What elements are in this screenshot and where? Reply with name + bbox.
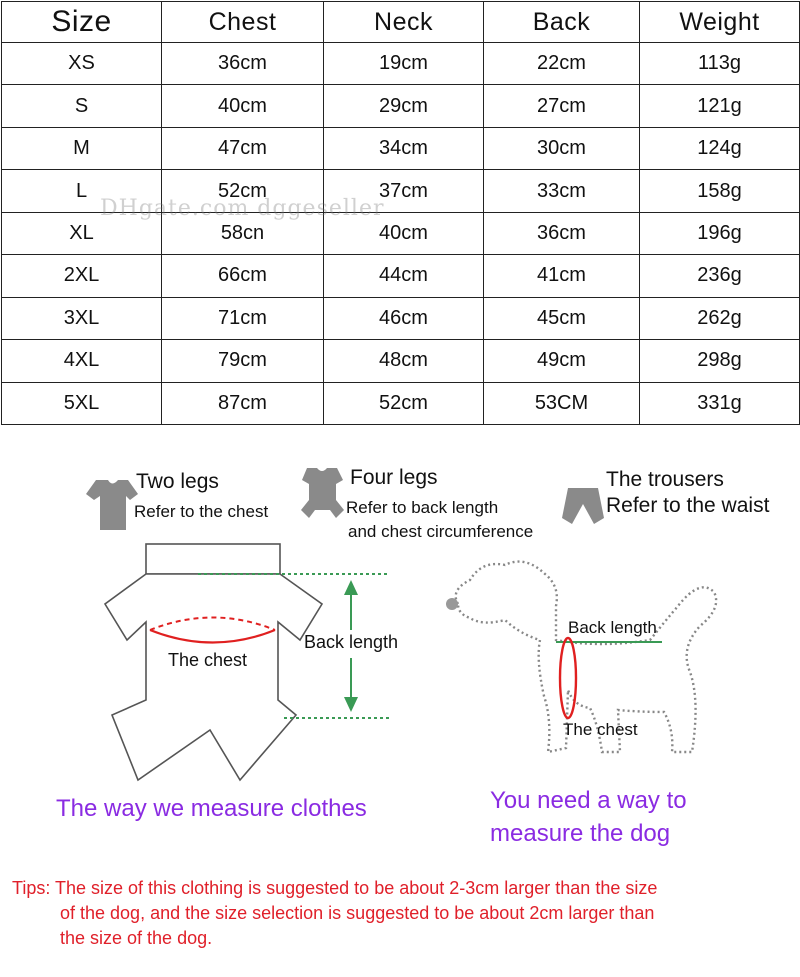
cell-size: 4XL xyxy=(2,340,162,382)
garment-caption: The way we measure clothes xyxy=(56,795,367,822)
cell-chest: 71cm xyxy=(162,297,324,339)
trousers-title: The trousers xyxy=(606,468,724,491)
garment-back-length-label: Back length xyxy=(304,632,399,652)
table-row xyxy=(2,255,800,297)
cell-neck: 37cm xyxy=(324,170,484,212)
cell-weight: 196g xyxy=(640,212,800,254)
cell-neck: 44cm xyxy=(324,255,484,297)
cell-neck: 34cm xyxy=(324,127,484,169)
cell-neck: 29cm xyxy=(324,85,484,127)
cell-neck: 52cm xyxy=(324,382,484,425)
cell-weight: 113g xyxy=(640,43,800,85)
tips-line-3: the size of the dog. xyxy=(60,928,213,948)
cell-chest: 36cm xyxy=(162,43,324,85)
two-legs-shirt-icon xyxy=(86,480,138,530)
cell-size: 2XL xyxy=(2,255,162,297)
cell-size: 3XL xyxy=(2,297,162,339)
cell-back: 49cm xyxy=(484,340,640,382)
dog-nose-icon xyxy=(446,598,458,610)
garment-chest-label: The chest xyxy=(168,650,248,670)
dog-caption-line-2: measure the dog xyxy=(490,820,671,847)
trousers-note: Refer to the waist xyxy=(606,494,770,517)
tips-line-1: Tips: The size of this clothing is suggested to be about 2-3cm larger than the size xyxy=(12,878,658,898)
header-weight: Weight xyxy=(640,2,800,43)
cell-weight: 298g xyxy=(640,340,800,382)
cell-neck: 48cm xyxy=(324,340,484,382)
trousers-icon xyxy=(562,488,604,524)
cell-back: 33cm xyxy=(484,170,640,212)
cell-size: XL xyxy=(2,212,162,254)
cell-chest: 40cm xyxy=(162,85,324,127)
cell-neck: 19cm xyxy=(324,43,484,85)
cell-weight: 331g xyxy=(640,382,800,425)
four-legs-note-2: and chest circumference xyxy=(348,522,534,541)
dog-chest-marker xyxy=(560,638,576,718)
cell-back: 22cm xyxy=(484,43,640,85)
cell-back: 41cm xyxy=(484,255,640,297)
two-legs-title: Two legs xyxy=(136,470,219,493)
cell-size: S xyxy=(2,85,162,127)
table-body xyxy=(2,43,800,425)
dog-caption-line-1: You need a way to xyxy=(490,787,687,814)
header-back: Back xyxy=(484,2,640,43)
table-row xyxy=(2,297,800,339)
cell-chest: 47cm xyxy=(162,127,324,169)
header-chest: Chest xyxy=(162,2,324,43)
cell-weight: 121g xyxy=(640,85,800,127)
cell-weight: 262g xyxy=(640,297,800,339)
table-header-row xyxy=(2,2,800,43)
cell-size: XS xyxy=(2,43,162,85)
cell-weight: 158g xyxy=(640,170,800,212)
cell-chest: 87cm xyxy=(162,382,324,425)
dog-chest-label: The chest xyxy=(563,720,638,739)
cell-size: L xyxy=(2,170,162,212)
cell-back: 36cm xyxy=(484,212,640,254)
cell-chest: 66cm xyxy=(162,255,324,297)
cell-back: 27cm xyxy=(484,85,640,127)
table-row xyxy=(2,43,800,85)
cell-chest: 79cm xyxy=(162,340,324,382)
cell-back: 45cm xyxy=(484,297,640,339)
cell-size: M xyxy=(2,127,162,169)
cell-chest: 52cm xyxy=(162,170,324,212)
cell-neck: 40cm xyxy=(324,212,484,254)
four-legs-note-1: Refer to back length xyxy=(346,498,499,517)
cell-chest: 58cn xyxy=(162,212,324,254)
table-row xyxy=(2,382,800,425)
dog-back-length-label: Back length xyxy=(568,618,657,637)
tips-line-2: of the dog, and the size selection is suggested to be about 2cm larger than xyxy=(60,903,655,923)
four-legs-title: Four legs xyxy=(350,466,438,489)
tips-text xyxy=(12,876,797,951)
watermark: DHgate.com dggeseller xyxy=(100,196,385,221)
two-legs-note: Refer to the chest xyxy=(134,502,269,521)
cell-weight: 124g xyxy=(640,127,800,169)
four-legs-shirt-icon xyxy=(301,468,344,518)
cell-neck: 46cm xyxy=(324,297,484,339)
cell-size: 5XL xyxy=(2,382,162,425)
header-size: Size xyxy=(2,2,162,43)
cell-back: 30cm xyxy=(484,127,640,169)
table-row xyxy=(2,85,800,127)
header-neck: Neck xyxy=(324,2,484,43)
table-row xyxy=(2,127,800,169)
cell-weight: 236g xyxy=(640,255,800,297)
table-row xyxy=(2,340,800,382)
cell-back: 53CM xyxy=(484,382,640,425)
